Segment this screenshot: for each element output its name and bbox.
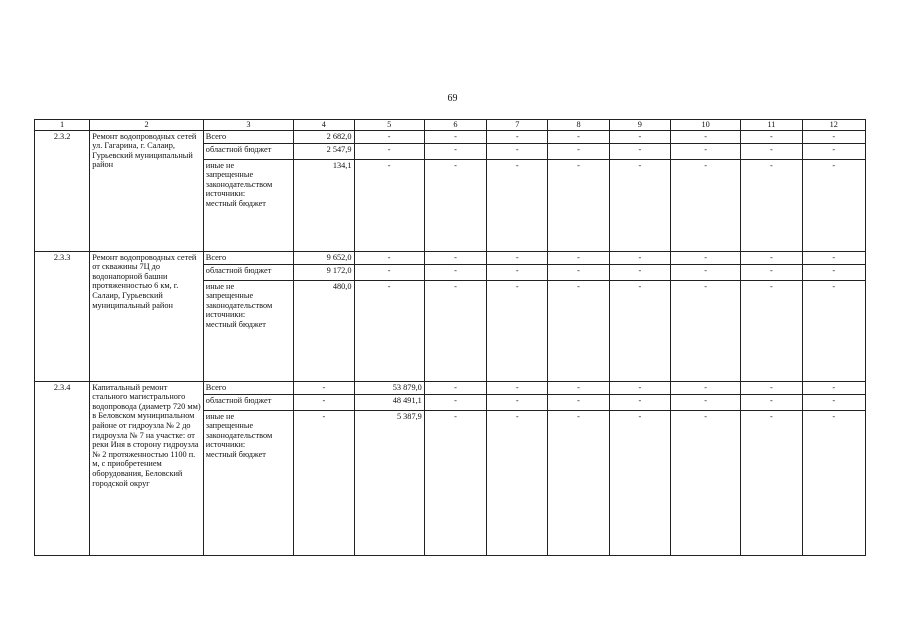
budget-value: 9 172,0 xyxy=(294,264,354,280)
budget-value: - xyxy=(487,410,548,555)
budget-value: - xyxy=(487,381,548,394)
funding-source xyxy=(203,130,293,143)
table-row xyxy=(35,130,866,143)
budget-value: - xyxy=(609,410,670,555)
column-header: 6 xyxy=(424,120,486,131)
budget-value: - xyxy=(354,280,424,381)
budget-value: - xyxy=(802,159,865,251)
column-header: 2 xyxy=(90,120,204,131)
budget-value: - xyxy=(487,264,548,280)
funding-source-line: иные не xyxy=(205,160,235,170)
budget-value: - xyxy=(548,394,609,410)
funding-source xyxy=(203,264,293,280)
budget-value: - xyxy=(294,410,354,555)
funding-source-line: иные не xyxy=(205,411,235,421)
budget-value: - xyxy=(487,251,548,264)
budget-value: - xyxy=(548,130,609,143)
item-name: Ремонт водопроводных сетей ул. Гагарина, г. Салаир, Гурьевский муниципальный район xyxy=(90,130,204,251)
table-row xyxy=(35,251,866,264)
column-header: 3 xyxy=(203,120,293,131)
funding-source-line: источники: xyxy=(205,440,246,450)
funding-source xyxy=(203,394,293,410)
budget-value: - xyxy=(487,394,548,410)
budget-value: - xyxy=(670,264,740,280)
column-header: 12 xyxy=(802,120,865,131)
item-number: 2.3.4 xyxy=(35,381,90,555)
budget-value: - xyxy=(354,251,424,264)
budget-value: - xyxy=(294,381,354,394)
funding-source-line: источники: xyxy=(205,310,246,320)
budget-value: - xyxy=(609,381,670,394)
budget-value: - xyxy=(609,264,670,280)
funding-source xyxy=(203,280,293,381)
budget-value: - xyxy=(802,381,865,394)
budget-value: - xyxy=(609,251,670,264)
budget-value: - xyxy=(294,394,354,410)
budget-value: - xyxy=(424,410,486,555)
funding-source-line: иные не xyxy=(205,281,235,291)
budget-value: - xyxy=(802,394,865,410)
budget-value: 9 652,0 xyxy=(294,251,354,264)
funding-source xyxy=(203,159,293,251)
budget-table xyxy=(34,119,866,556)
table-row xyxy=(35,381,866,394)
budget-value: - xyxy=(741,394,802,410)
budget-value: - xyxy=(802,410,865,555)
budget-value: 480,0 xyxy=(294,280,354,381)
budget-value: - xyxy=(802,251,865,264)
budget-value: - xyxy=(424,251,486,264)
funding-source xyxy=(203,410,293,555)
column-header: 1 xyxy=(35,120,90,131)
budget-value: - xyxy=(548,280,609,381)
budget-value: - xyxy=(741,381,802,394)
funding-source xyxy=(203,381,293,394)
budget-value: - xyxy=(548,143,609,159)
budget-value: - xyxy=(424,130,486,143)
budget-value: - xyxy=(609,280,670,381)
budget-value: - xyxy=(741,410,802,555)
funding-source-line: источники: xyxy=(205,189,246,199)
budget-value: - xyxy=(609,143,670,159)
funding-source-line: Всего xyxy=(205,252,227,262)
column-header: 7 xyxy=(487,120,548,131)
budget-value: - xyxy=(670,143,740,159)
budget-value: - xyxy=(548,381,609,394)
budget-value: - xyxy=(741,130,802,143)
budget-value: - xyxy=(741,280,802,381)
budget-value: - xyxy=(802,280,865,381)
funding-source xyxy=(203,143,293,159)
funding-source xyxy=(203,251,293,264)
budget-value: - xyxy=(609,130,670,143)
budget-value: - xyxy=(670,381,740,394)
column-header: 11 xyxy=(741,120,802,131)
budget-value: - xyxy=(802,130,865,143)
item-number: 2.3.3 xyxy=(35,251,90,381)
budget-value: - xyxy=(670,251,740,264)
budget-value: - xyxy=(354,143,424,159)
budget-value: - xyxy=(424,280,486,381)
funding-source-line: областной бюджет xyxy=(205,144,272,154)
budget-value: 53 879,0 xyxy=(354,381,424,394)
budget-value: - xyxy=(802,143,865,159)
item-name: Капитальный ремонт стального магистрального водопровода (диаметр 720 мм) в Беловском муниципальном районе от гидроузла № 2 до гидроузла № 7 на участке: от реки Иня в сторону гидроузла № 2 протяженностью 1100 п. м, с приобретением оборудования, Беловский городской округ xyxy=(90,381,204,555)
budget-value: - xyxy=(354,130,424,143)
budget-value: - xyxy=(670,130,740,143)
budget-value: - xyxy=(670,410,740,555)
budget-value: - xyxy=(487,159,548,251)
budget-value: - xyxy=(487,130,548,143)
budget-value: - xyxy=(548,159,609,251)
funding-source-line: законодательством xyxy=(205,179,273,189)
page-number: 69 xyxy=(447,93,458,104)
funding-source-line: областной бюджет xyxy=(205,395,272,405)
budget-value: - xyxy=(741,251,802,264)
budget-value: 48 491,1 xyxy=(354,394,424,410)
funding-source-line: законодательством xyxy=(205,430,273,440)
budget-value: - xyxy=(424,394,486,410)
column-header: 8 xyxy=(548,120,609,131)
funding-source-line: Всего xyxy=(205,382,227,392)
budget-value: - xyxy=(548,264,609,280)
funding-source-line: законодательством xyxy=(205,300,273,310)
budget-value: - xyxy=(670,394,740,410)
budget-value: 5 387,9 xyxy=(354,410,424,555)
budget-value: - xyxy=(670,280,740,381)
budget-value: - xyxy=(487,143,548,159)
budget-value: - xyxy=(354,159,424,251)
budget-value: 134,1 xyxy=(294,159,354,251)
item-number: 2.3.2 xyxy=(35,130,90,251)
item-name: Ремонт водопроводных сетей от скважины 7Ц до водонапорной башни протяженностью 6 км, г. Салаир, Гурьевский муниципальный район xyxy=(90,251,204,381)
budget-value: - xyxy=(609,159,670,251)
funding-source-line: запрещенные xyxy=(205,421,254,431)
column-header: 10 xyxy=(670,120,740,131)
budget-value: - xyxy=(741,264,802,280)
budget-value: - xyxy=(670,159,740,251)
budget-value: - xyxy=(548,251,609,264)
column-header: 5 xyxy=(354,120,424,131)
funding-source-line: местный бюджет xyxy=(205,449,266,459)
funding-source-line: запрещенные xyxy=(205,170,254,180)
budget-value: 2 682,0 xyxy=(294,130,354,143)
budget-value: 2 547,9 xyxy=(294,143,354,159)
budget-value: - xyxy=(424,159,486,251)
budget-value: - xyxy=(424,381,486,394)
budget-value: - xyxy=(741,143,802,159)
budget-value: - xyxy=(609,394,670,410)
budget-value: - xyxy=(548,410,609,555)
column-header: 9 xyxy=(609,120,670,131)
funding-source-line: местный бюджет xyxy=(205,319,266,329)
column-number-header xyxy=(35,120,866,131)
budget-value: - xyxy=(741,159,802,251)
budget-value: - xyxy=(487,280,548,381)
budget-value: - xyxy=(802,264,865,280)
budget-value: - xyxy=(354,264,424,280)
budget-value: - xyxy=(424,143,486,159)
budget-value: - xyxy=(424,264,486,280)
column-header: 4 xyxy=(294,120,354,131)
funding-source-line: местный бюджет xyxy=(205,198,266,208)
funding-source-line: запрещенные xyxy=(205,291,254,301)
funding-source-line: областной бюджет xyxy=(205,265,272,275)
funding-source-line: Всего xyxy=(205,131,227,141)
